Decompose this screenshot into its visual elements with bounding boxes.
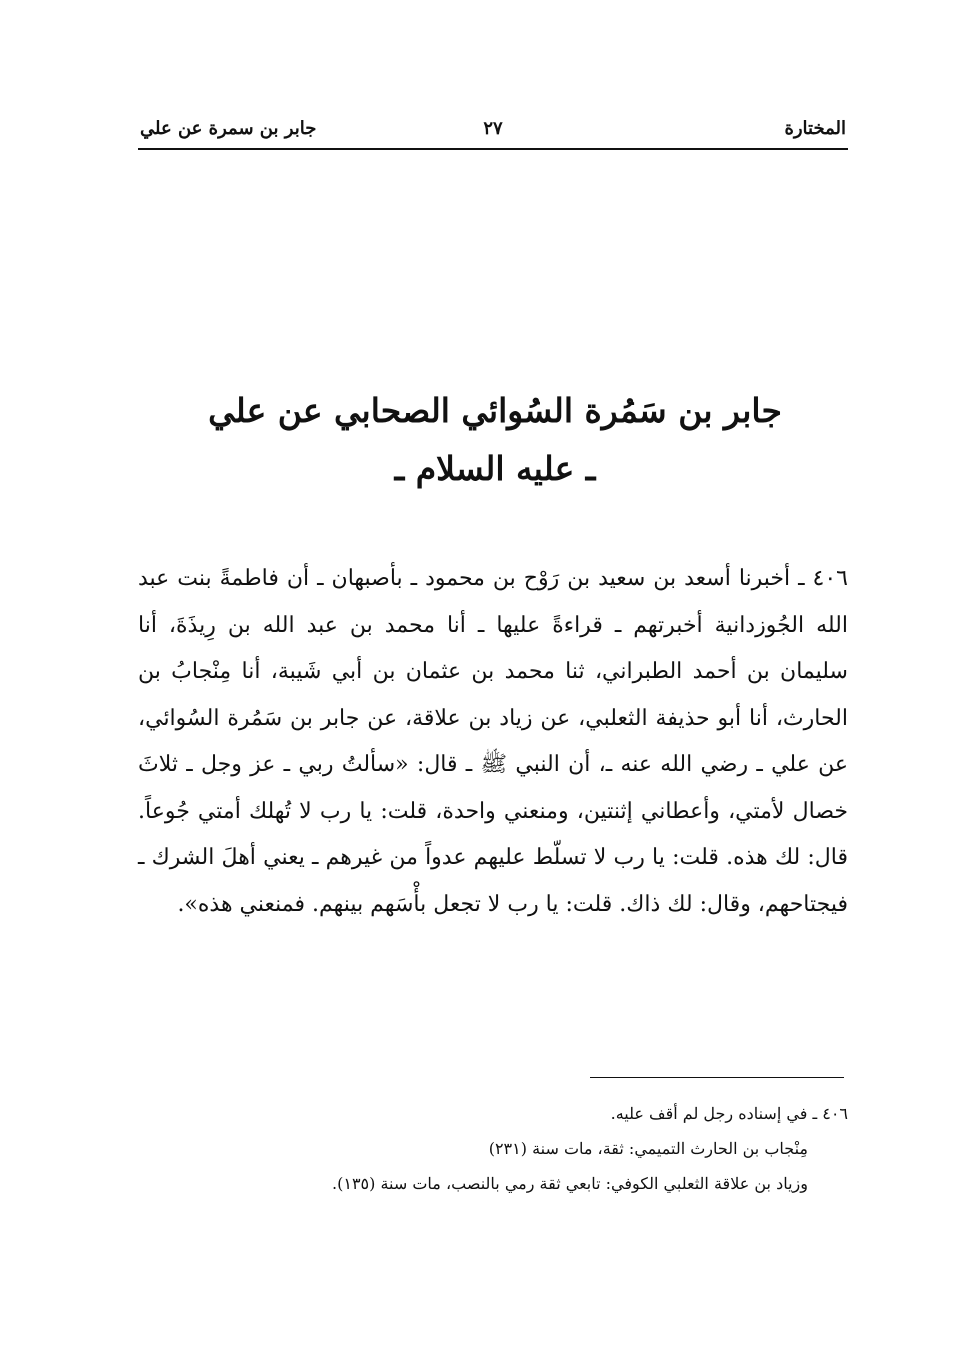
running-header — [138, 112, 848, 150]
hadith-paragraph: ٤٠٦ ـ أخبرنا أسعد بن سعيد بن رَوْح بن محمود ـ بأصبهان ـ أن فاطمةً بنت عبد الله الجُوزدانية أخبرتهم ـ قراءةً عليها ـ أنا محمد بن عبد الله بن رِيذَةَ، أنا سليمان بن أحمد الطبراني، ثنا محمد بن عثمان بن أبي شَيبة، أنا مِنْجابُ بن الحارث، أنا أبو حذيفة الثعلبي، عن زياد بن علاقة، عن جابر بن سَمُرة السُوائي، عن علي ـ رضي الله عنه ـ، أن النبي ﷺ ـ قال: «سألتُ ربي ـ عز وجل ـ ثلاثَ خصال لأمتي، وأعطاني إثنتين، ومنعني واحدة، قلت: يا رب لا تُهلك أمتي جُوعاً. قال: لك هذه. قلت: يا رب لا تسلّط عليهم عدواً من غيرهم ـ يعني أهلَ الشرك ـ فيجتاحهم، وقال: لك ذاك. قلت: يا رب لا تجعل بأْسَهم بينهم. فمنعني هذه». — [138, 566, 848, 917]
hadith-text-block — [138, 556, 848, 928]
footnotes — [138, 1096, 848, 1201]
page-number: ٢٧ — [483, 118, 503, 139]
book-title: المختارة — [784, 118, 846, 139]
chapter-title — [150, 382, 840, 498]
footnote-divider — [590, 1077, 844, 1078]
footnote-line: مِنْجاب بن الحارث التميمي: ثقة، مات سنة (٢٣١) — [488, 1139, 808, 1158]
section-title: جابر بن سمرة عن علي — [140, 118, 317, 139]
footnote-line: وزياد بن علاقة الثعلبي الكوفي: تابعي ثقة رمي بالنصب، مات سنة (١٣٥). — [332, 1174, 808, 1193]
chapter-title-line-1: جابر بن سَمُرة السُوائي الصحابي عن علي — [208, 391, 782, 430]
footnote-line: ٤٠٦ ـ في إسناده رجل لم أقف عليه. — [610, 1104, 848, 1123]
chapter-title-line-2: ـ عليه السلام ـ — [394, 449, 596, 488]
